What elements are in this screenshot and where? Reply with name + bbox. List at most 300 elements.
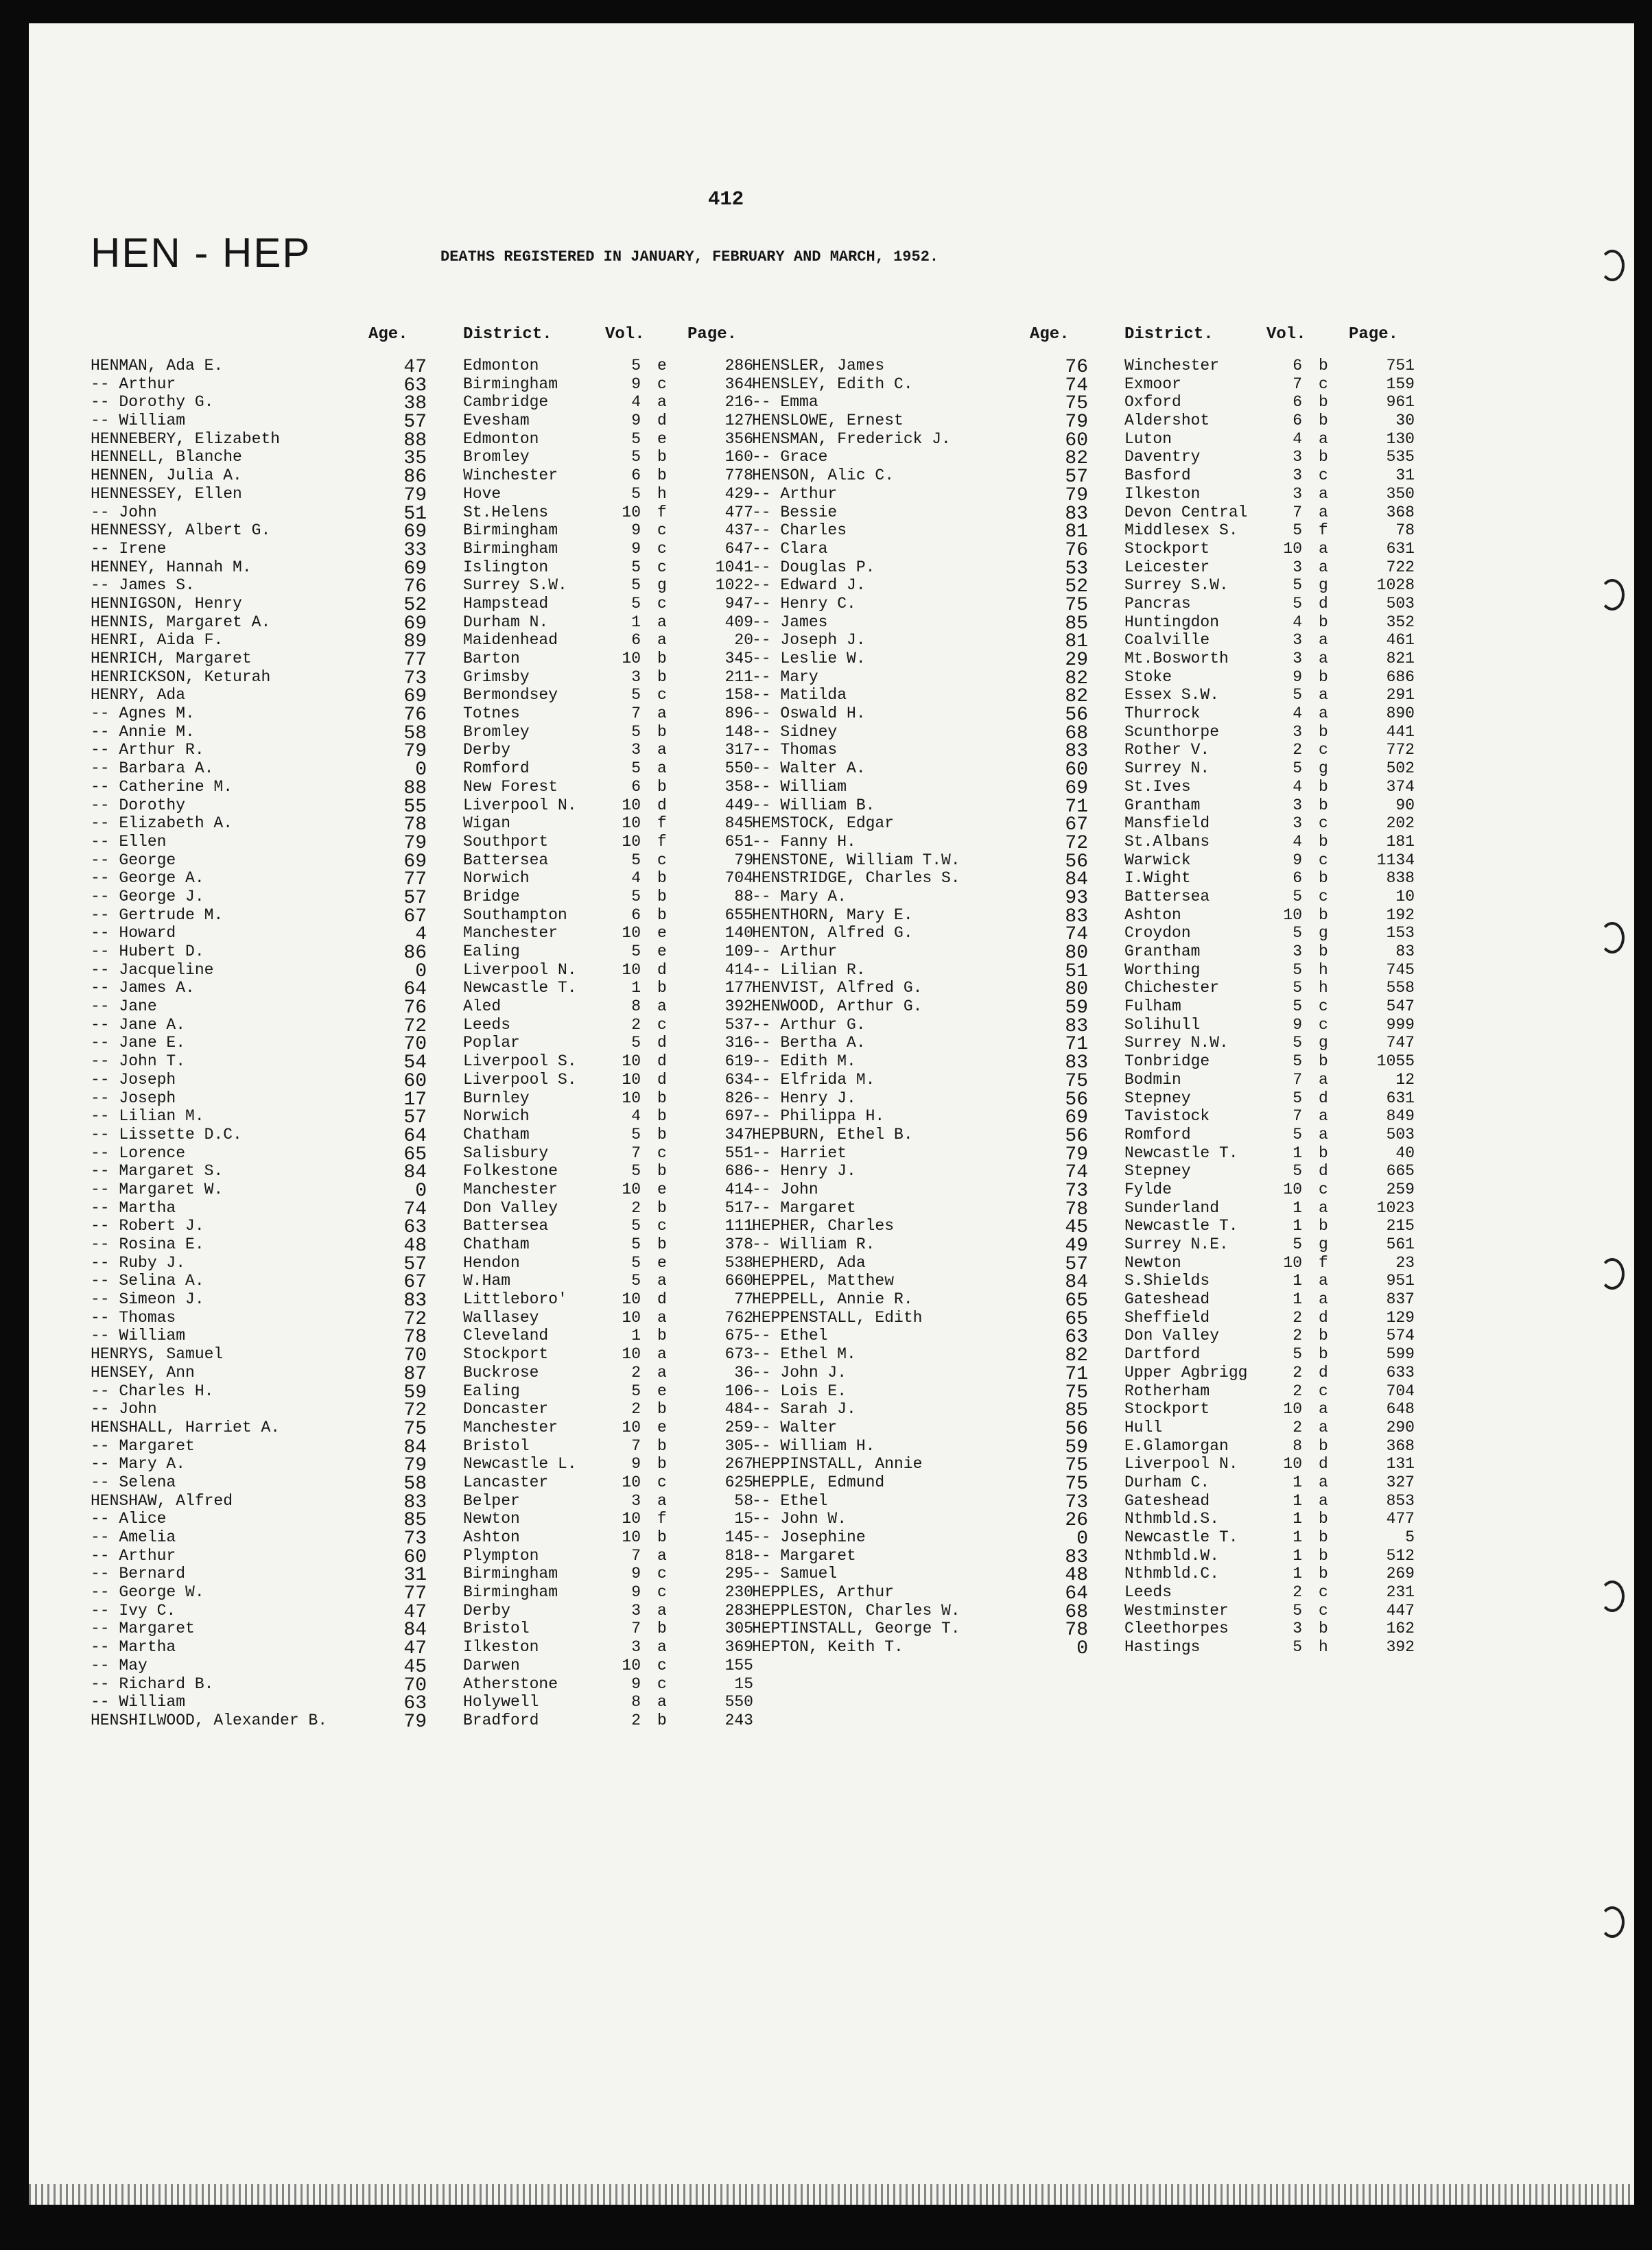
entry-age: 70 — [403, 1345, 427, 1367]
entry-volume: 9 — [1293, 851, 1302, 869]
entry-volume: 9 — [631, 1583, 641, 1602]
entry-name: -- May — [91, 1656, 148, 1674]
entry-volume-letter: c — [657, 1473, 667, 1491]
entry-volume-letter: h — [657, 484, 667, 503]
entry-volume: 2 — [631, 1363, 641, 1382]
entry-name: -- Arthur — [91, 1546, 176, 1565]
name-range-heading: HEN - HEP — [91, 230, 311, 276]
entry-district: Belper — [463, 1491, 520, 1510]
entry-volume: 2 — [631, 1711, 641, 1729]
entry-age: 69 — [403, 558, 427, 580]
entry-age: 83 — [403, 1491, 427, 1513]
entry-name: -- Thomas — [91, 1308, 176, 1327]
entry-district: Nthmbld.C. — [1124, 1565, 1220, 1583]
register-entry — [752, 1620, 1472, 1642]
register-entry — [752, 1052, 1472, 1074]
entry-name: -- George W. — [91, 1583, 204, 1602]
register-entry — [752, 943, 1472, 964]
entry-page: 291 — [1386, 686, 1415, 704]
entry-page: 634 — [724, 1070, 753, 1089]
entry-volume: 4 — [1293, 704, 1302, 723]
register-entry — [91, 1363, 811, 1385]
entry-volume: 5 — [1293, 960, 1302, 979]
entry-page: 599 — [1386, 1345, 1415, 1364]
entry-name: -- Philippa H. — [752, 1107, 885, 1126]
entry-name: -- Lilian M. — [91, 1107, 204, 1126]
entry-age: 82 — [1065, 686, 1088, 708]
register-entry — [91, 1052, 811, 1074]
entry-volume-letter: c — [657, 1565, 667, 1583]
entry-volume: 5 — [1293, 887, 1302, 905]
entry-name: -- Arthur G. — [752, 1015, 866, 1034]
entry-name: -- Joseph — [91, 1089, 176, 1107]
entry-name: -- John — [752, 1180, 818, 1198]
entry-volume-letter: c — [1319, 1180, 1328, 1198]
register-entry — [752, 1180, 1472, 1202]
register-entry — [91, 1565, 811, 1587]
entry-page: 512 — [1386, 1546, 1415, 1565]
entry-name: HENSHALL, Harriet A. — [91, 1418, 281, 1436]
entry-volume-letter: c — [657, 375, 667, 393]
entry-district: Maidenhead — [463, 631, 558, 650]
entry-volume: 7 — [631, 704, 641, 723]
entry-page: 647 — [724, 539, 753, 558]
entry-age: 85 — [403, 1510, 427, 1532]
entry-name: -- Rosina E. — [91, 1235, 204, 1253]
entry-age: 57 — [403, 1253, 427, 1275]
entry-district: Ealing — [463, 1382, 520, 1400]
register-entry — [752, 1382, 1472, 1404]
entry-name: HEPBURN, Ethel B. — [752, 1125, 913, 1144]
entry-age: 67 — [403, 905, 427, 927]
entry-page: 686 — [724, 1162, 753, 1181]
entry-age: 84 — [403, 1162, 427, 1184]
entry-district: Leicester — [1124, 558, 1210, 576]
entry-page: 305 — [724, 1436, 753, 1455]
entry-volume-letter: b — [657, 777, 667, 796]
entry-page: 374 — [1386, 777, 1415, 796]
entry-name: -- William — [91, 1327, 186, 1345]
entry-district: Stepney — [1124, 1162, 1191, 1181]
entry-volume: 7 — [1293, 1070, 1302, 1089]
entry-volume-letter: f — [1319, 1253, 1328, 1272]
entry-volume-letter: e — [657, 1382, 667, 1400]
age-header: Age. — [1030, 325, 1070, 344]
entry-volume: 5 — [1293, 1125, 1302, 1144]
entry-name: -- Joseph — [91, 1070, 176, 1089]
entry-volume: 1 — [1293, 1491, 1302, 1510]
entry-volume-letter: b — [1319, 905, 1328, 924]
entry-district: Huntingdon — [1124, 613, 1220, 631]
entry-volume-letter: a — [1319, 1418, 1328, 1436]
entry-name: HENMAN, Ada E. — [91, 357, 224, 375]
entry-district: Coalville — [1124, 631, 1210, 650]
entry-volume-letter: a — [1319, 539, 1328, 558]
entry-volume: 6 — [631, 631, 641, 650]
binder-hole-mark — [1600, 1258, 1625, 1290]
entry-name: HEPTON, Keith T. — [752, 1638, 904, 1657]
entry-volume: 5 — [1293, 576, 1302, 595]
entry-name: HENNEBERY, Elizabeth — [91, 429, 281, 448]
district-header: District. — [463, 325, 552, 344]
entry-volume: 2 — [1293, 1382, 1302, 1400]
entry-age: 75 — [1065, 1455, 1088, 1477]
entry-district: Birmingham — [463, 1565, 558, 1583]
entry-volume-letter: b — [657, 1711, 667, 1729]
entry-age: 83 — [403, 1290, 427, 1312]
entry-volume: 3 — [631, 1601, 641, 1620]
entry-name: -- Selena — [91, 1473, 176, 1491]
entry-volume: 10 — [622, 960, 641, 979]
entry-page: 890 — [1386, 704, 1415, 723]
register-entry — [752, 1473, 1472, 1495]
entry-volume: 8 — [1293, 1436, 1302, 1455]
entry-district: Southampton — [463, 905, 567, 924]
left-column — [91, 325, 811, 1733]
entry-district: Stepney — [1124, 1089, 1191, 1107]
entry-name: HENNELL, Blanche — [91, 448, 242, 466]
entry-name: HEPPLES, Arthur — [752, 1583, 895, 1602]
entry-name: -- Gertrude M. — [91, 905, 224, 924]
entry-volume: 10 — [622, 1345, 641, 1364]
entry-age: 57 — [403, 887, 427, 909]
entry-name: -- James — [752, 613, 828, 631]
entry-district: Surrey N.W. — [1124, 1034, 1229, 1052]
entry-volume: 5 — [631, 484, 641, 503]
register-entry — [91, 979, 811, 1001]
entry-volume: 5 — [631, 1217, 641, 1235]
entry-district: Cleveland — [463, 1327, 549, 1345]
entry-district: St.Ives — [1124, 777, 1191, 796]
entry-age: 73 — [1065, 1491, 1088, 1513]
entry-volume-letter: d — [657, 1290, 667, 1309]
entry-volume-letter: d — [1319, 594, 1328, 613]
entry-volume: 1 — [1293, 1198, 1302, 1217]
entry-volume: 10 — [1283, 1455, 1302, 1473]
entry-age: 80 — [1065, 979, 1088, 1001]
entry-age: 74 — [1065, 375, 1088, 396]
entry-volume-letter: b — [657, 650, 667, 667]
entry-page: 625 — [724, 1473, 753, 1491]
register-entry — [91, 503, 811, 525]
entry-name: HENNEY, Hannah M. — [91, 558, 252, 576]
entry-volume-letter: c — [657, 594, 667, 613]
register-entry — [91, 1180, 811, 1202]
entry-volume: 10 — [622, 1089, 641, 1107]
register-entry — [752, 1345, 1472, 1367]
entry-district: Cleethorpes — [1124, 1620, 1229, 1638]
entry-volume-letter: e — [657, 924, 667, 943]
entry-page: 818 — [724, 1546, 753, 1565]
entry-volume-letter: a — [1319, 1198, 1328, 1217]
register-entry — [91, 1418, 811, 1440]
entry-age: 87 — [403, 1363, 427, 1385]
entry-volume: 5 — [631, 1272, 641, 1290]
entry-district: Warwick — [1124, 851, 1191, 869]
entry-district: Ilkeston — [1124, 484, 1201, 503]
entry-volume-letter: c — [657, 1674, 667, 1693]
entry-volume: 10 — [622, 1308, 641, 1327]
entry-district: Bridge — [463, 887, 520, 905]
entry-volume-letter: b — [657, 1620, 667, 1638]
register-page — [29, 23, 1634, 2205]
entry-page: 131 — [1386, 1455, 1415, 1473]
entry-name: -- John T. — [91, 1052, 186, 1071]
entry-district: Grantham — [1124, 796, 1201, 814]
entry-name: -- Alice — [91, 1510, 167, 1528]
entry-name: -- Lois E. — [752, 1382, 847, 1400]
entry-page: 1134 — [1376, 851, 1415, 869]
entry-volume-letter: h — [1319, 979, 1328, 997]
register-entry — [752, 503, 1472, 525]
entry-age: 60 — [1065, 759, 1088, 781]
entry-volume: 1 — [1293, 1510, 1302, 1528]
register-entry — [91, 796, 811, 818]
entry-volume-letter: a — [1319, 1473, 1328, 1491]
entry-volume: 2 — [631, 1400, 641, 1419]
entry-volume: 10 — [622, 814, 641, 833]
entry-volume-letter: b — [1319, 1510, 1328, 1528]
entry-volume: 6 — [631, 777, 641, 796]
entry-page: 216 — [724, 393, 753, 412]
entry-age: 83 — [1065, 1052, 1088, 1074]
entry-age: 89 — [403, 631, 427, 653]
entry-age: 56 — [1065, 704, 1088, 726]
entry-volume-letter: f — [657, 503, 667, 521]
binder-hole-mark — [1600, 1580, 1625, 1612]
entry-volume-letter: b — [657, 905, 667, 924]
entry-volume-letter: f — [657, 1510, 667, 1528]
entry-page: 327 — [1386, 1473, 1415, 1491]
entry-volume-letter: d — [1319, 1455, 1328, 1473]
register-entry — [752, 613, 1472, 635]
entry-name: -- Edith M. — [752, 1052, 856, 1071]
entry-district: Newton — [463, 1510, 520, 1528]
entry-name: -- Mary A. — [752, 887, 847, 905]
entry-volume-letter: f — [1319, 521, 1328, 540]
entry-age: 55 — [403, 796, 427, 818]
entry-page: 409 — [724, 613, 753, 631]
entry-name: HEPPINSTALL, Annie — [752, 1455, 923, 1473]
register-entry — [91, 869, 811, 891]
entry-age: 79 — [403, 832, 427, 854]
entry-volume-letter: e — [657, 1180, 667, 1198]
entry-district: Mt.Bosworth — [1124, 650, 1229, 667]
entry-district: Hendon — [463, 1253, 520, 1272]
entry-page: 762 — [724, 1308, 753, 1327]
entry-name: -- Lilian R. — [752, 960, 866, 979]
entry-age: 75 — [1065, 1382, 1088, 1404]
register-entry — [752, 1601, 1472, 1623]
entry-age: 65 — [403, 1144, 427, 1165]
entry-age: 45 — [403, 1656, 427, 1678]
entry-volume-letter: d — [1319, 1363, 1328, 1382]
register-entry — [752, 1070, 1472, 1092]
entry-district: Dartford — [1124, 1345, 1201, 1364]
entry-volume: 3 — [1293, 814, 1302, 833]
entry-page: 477 — [1386, 1510, 1415, 1528]
entry-page: 79 — [734, 851, 753, 869]
entry-age: 86 — [403, 466, 427, 488]
entry-volume: 8 — [631, 997, 641, 1016]
entry-district: Mansfield — [1124, 814, 1210, 833]
entry-volume-letter: c — [1319, 741, 1328, 759]
entry-page: 697 — [724, 1107, 753, 1126]
entry-age: 70 — [403, 1674, 427, 1696]
entry-volume-letter: a — [657, 741, 667, 759]
entry-page: 449 — [724, 796, 753, 814]
entry-volume: 7 — [631, 1546, 641, 1565]
entry-district: St.Helens — [463, 503, 549, 521]
entry-district: Newcastle T. — [463, 979, 577, 997]
entry-age: 72 — [403, 1308, 427, 1330]
entry-volume-letter: b — [1319, 412, 1328, 430]
entry-age: 60 — [403, 1546, 427, 1568]
entry-name: -- Lorence — [91, 1144, 186, 1162]
register-entry — [752, 357, 1472, 378]
entry-name: -- James A. — [91, 979, 195, 997]
register-entry — [752, 1455, 1472, 1477]
entry-name: -- Arthur R. — [91, 741, 204, 759]
entry-volume: 5 — [1293, 1345, 1302, 1364]
entry-page: 259 — [1386, 1180, 1415, 1198]
binder-hole-mark — [1600, 250, 1625, 281]
entry-age: 82 — [1065, 667, 1088, 689]
entry-age: 93 — [1065, 887, 1088, 909]
entry-district: Manchester — [463, 924, 558, 943]
entry-page: 295 — [724, 1565, 753, 1583]
register-entry — [91, 1125, 811, 1147]
entry-volume-letter: b — [1319, 1528, 1328, 1546]
entry-volume: 10 — [1283, 905, 1302, 924]
entry-name: -- Samuel — [752, 1565, 838, 1583]
entry-volume: 1 — [1293, 1290, 1302, 1309]
entry-page: 631 — [1386, 539, 1415, 558]
entry-name: HENVIST, Alfred G. — [752, 979, 923, 997]
entry-volume-letter: f — [657, 832, 667, 851]
register-entry — [91, 1199, 811, 1218]
entry-age: 73 — [403, 1528, 427, 1550]
entry-volume: 6 — [631, 466, 641, 485]
entry-district: Tavistock — [1124, 1107, 1210, 1126]
entry-age: 71 — [1065, 1363, 1088, 1385]
register-entry — [752, 924, 1472, 946]
entry-page: 109 — [724, 943, 753, 960]
entry-volume: 5 — [631, 558, 641, 576]
register-entry — [91, 777, 811, 799]
register-entry — [752, 1437, 1472, 1456]
entry-volume: 2 — [1293, 741, 1302, 759]
entry-volume: 10 — [622, 924, 641, 943]
entry-page: 88 — [734, 887, 753, 905]
entry-volume: 1 — [1293, 1217, 1302, 1235]
entry-district: E.Glamorgan — [1124, 1436, 1229, 1455]
entry-district: Chatham — [463, 1125, 530, 1144]
entry-district: Aldershot — [1124, 412, 1210, 430]
entry-district: Newcastle T. — [1124, 1528, 1238, 1546]
entry-name: -- Fanny H. — [752, 832, 856, 851]
entry-volume-letter: d — [657, 1034, 667, 1052]
district-header: District. — [1124, 325, 1214, 344]
entry-name: -- Ethel — [752, 1491, 828, 1510]
entry-name: -- Richard B. — [91, 1674, 214, 1693]
entry-volume-letter: a — [657, 613, 667, 631]
entry-age: 82 — [1065, 448, 1088, 470]
entry-volume: 3 — [1293, 943, 1302, 960]
entry-page: 441 — [1386, 722, 1415, 741]
entry-volume-letter: a — [657, 1546, 667, 1565]
entry-volume-letter: g — [1319, 576, 1328, 595]
entry-name: HENSTRIDGE, Charles S. — [752, 869, 960, 888]
entry-name: HENRY, Ada — [91, 686, 186, 704]
entry-district: Sunderland — [1124, 1198, 1220, 1217]
entry-age: 76 — [403, 997, 427, 1019]
entry-volume-letter: b — [1319, 1436, 1328, 1455]
entry-page: 631 — [1386, 1089, 1415, 1107]
entry-volume-letter: b — [1319, 1327, 1328, 1345]
entry-volume-letter: a — [1319, 484, 1328, 503]
entry-volume-letter: a — [1319, 1107, 1328, 1126]
entry-name: HENNIS, Margaret A. — [91, 613, 271, 631]
entry-name: -- Charles H. — [91, 1382, 214, 1400]
entry-age: 47 — [403, 1638, 427, 1660]
entry-district: Buckrose — [463, 1363, 539, 1382]
entry-volume-letter: b — [1319, 393, 1328, 412]
entry-page: 368 — [1386, 1436, 1415, 1455]
register-entry — [752, 796, 1472, 818]
entry-name: HENSEY, Ann — [91, 1363, 195, 1382]
entry-volume-letter: b — [1319, 1345, 1328, 1364]
entry-name: -- Douglas P. — [752, 558, 875, 576]
entry-page: 364 — [724, 375, 753, 393]
register-entry — [91, 1437, 811, 1456]
entry-district: Poplar — [463, 1034, 520, 1052]
entry-name: -- Selina A. — [91, 1272, 204, 1290]
entry-age: 0 — [415, 1180, 427, 1202]
register-entry — [91, 1693, 811, 1715]
entry-volume-letter: b — [1319, 613, 1328, 631]
entry-district: Exmoor — [1124, 375, 1181, 393]
entry-age: 64 — [1065, 1583, 1088, 1605]
entry-district: Islington — [463, 558, 549, 576]
entry-page: 20 — [734, 631, 753, 650]
entry-page: 10 — [1395, 887, 1415, 905]
entry-volume-letter: a — [657, 1693, 667, 1712]
entry-page: 896 — [724, 704, 753, 723]
entry-volume: 5 — [1293, 686, 1302, 704]
register-entry — [752, 832, 1472, 854]
entry-volume-letter: c — [1319, 814, 1328, 833]
entry-name: -- Charles — [752, 521, 847, 540]
register-entry — [91, 576, 811, 598]
entry-age: 57 — [403, 412, 427, 434]
entry-page: 111 — [724, 1217, 753, 1235]
register-entry — [752, 741, 1472, 763]
entry-volume-letter: c — [657, 1583, 667, 1602]
entry-volume: 3 — [631, 1491, 641, 1510]
register-entry — [752, 375, 1472, 394]
register-entry — [752, 1199, 1472, 1218]
entry-volume: 1 — [1293, 1565, 1302, 1583]
entry-name: -- George A. — [91, 869, 204, 888]
entry-age: 84 — [1065, 869, 1088, 891]
entry-district: Durham C. — [1124, 1473, 1210, 1491]
entry-age: 84 — [1065, 1272, 1088, 1294]
entry-page: 305 — [724, 1620, 753, 1638]
entry-name: HEPTINSTALL, George T. — [752, 1620, 960, 1638]
entry-age: 71 — [1065, 1034, 1088, 1056]
entry-district: Stockport — [1124, 539, 1210, 558]
